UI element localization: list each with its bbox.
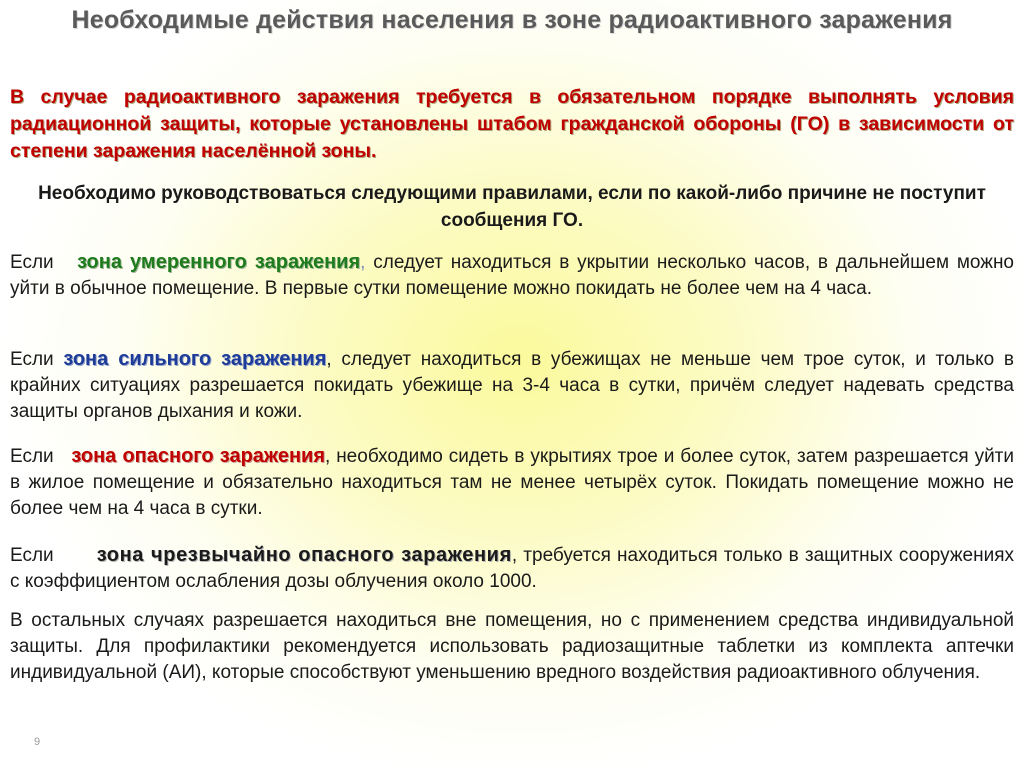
- zone-strong-label: зона сильного заражения: [63, 348, 327, 370]
- paragraph-text: требуется находиться только в защитных сооружениях с коэффициентом ослабления дозы облучения около 1000.: [10, 545, 1015, 592]
- zone-punct: ,: [326, 349, 332, 370]
- paragraph-lead: Если: [10, 545, 54, 566]
- paragraph-lead: Если: [10, 252, 54, 273]
- paragraph-lead: Если: [10, 349, 54, 370]
- zone-punct: ,: [360, 252, 366, 273]
- page-number: 9: [34, 736, 41, 748]
- paragraph-text: следует находиться в укрытии несколько часов, в дальнейшем можно уйти в обычное помещение. В первые сутки помещение можно покидать не более чем на 4 часа.: [10, 252, 1015, 299]
- paragraph-moderate-zone: [10, 249, 1014, 302]
- zone-extreme-label: зона чрезвычайно опасного заражения: [96, 544, 512, 566]
- zone-dangerous-label: зона опасного заражения: [71, 445, 325, 467]
- paragraph-text: следует находиться в убежищах не меньше чем трое суток, и только в крайних ситуациях разрешается покидать убежище на 3-4 часа в сутки, причём следует надевать средства защиты органов дыхания и кожи.: [10, 349, 1015, 422]
- slide-title: Необходимые действия населения в зоне радиоактивного заражения: [71, 6, 953, 34]
- paragraph-text: необходимо сидеть в укрытиях трое и более суток, затем разрешается уйти в жилое помещение и обязательно находиться там не менее четырёх суток. Покидать помещение можно не более чем на 4 часа в сутки.: [10, 446, 1015, 519]
- intro-paragraph: В случае радиоактивного заражения требуется в обязательном порядке выполнять условия радиационной защиты, которые установлены штабом гражданской обороны (ГО) в зависимости от степени заражения населённой зоны.: [10, 86, 1014, 162]
- paragraph-extreme-zone: [10, 542, 1014, 595]
- zone-moderate-label: зона умеренного заражения: [77, 251, 361, 273]
- closing-paragraph: В остальных случаях разрешается находиться вне помещения, но с применением средства индивидуальной защиты. Для профилактики рекомендуется использовать радиозащитные таблетки из комплекта аптечки индивидуальной (АИ), которые способствуют уменьшению вредного воздействия радиоактивного облучения.: [10, 610, 1014, 683]
- zone-punct: ,: [325, 446, 331, 467]
- paragraph-dangerous-zone: [10, 443, 1014, 522]
- paragraph-lead: Если: [10, 446, 54, 467]
- paragraph-strong-zone: [10, 346, 1014, 425]
- zone-punct: ,: [511, 545, 518, 566]
- rules-heading: Необходимо руководствоваться следующими правилами, если по какой-либо причине не поступит сообщения ГО.: [38, 183, 986, 231]
